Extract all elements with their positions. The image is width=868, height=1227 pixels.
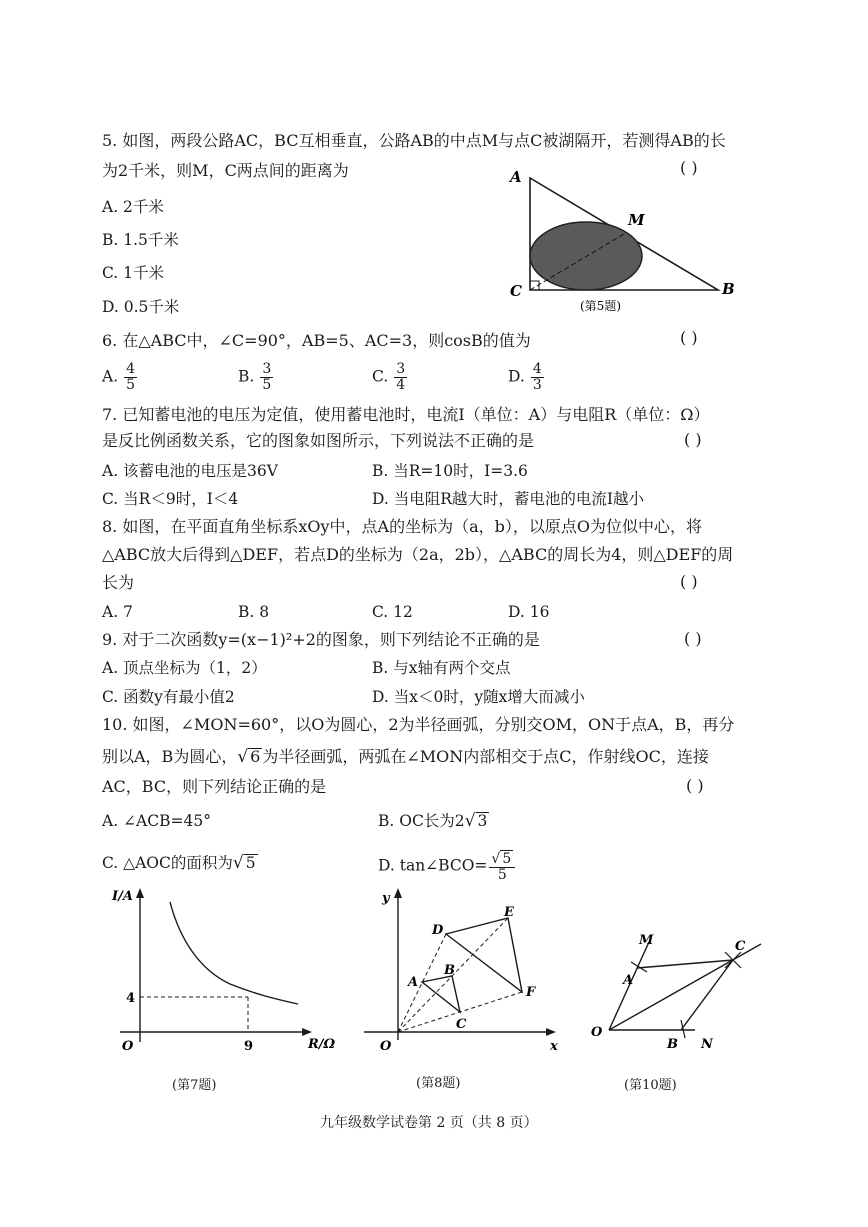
fig10-label-n: N: [701, 1037, 713, 1052]
q5-option-b: B. 1.5千米: [102, 231, 179, 249]
fig10-label-c: C: [735, 939, 746, 954]
q5-label-c: C: [510, 282, 522, 300]
q6-option-c-fraction: [394, 362, 407, 393]
fig10-segment-ac: [637, 960, 733, 968]
q10-stem-line2-a: 别以A，B为圆心，: [102, 747, 238, 766]
q6-option-d-fraction: [531, 362, 544, 393]
fig7-ylabel: I/A: [112, 889, 133, 904]
fig10-graph: [585, 920, 775, 1060]
q10-option-c: C. △AOC的面积为√ 5: [102, 853, 256, 873]
fig8-graph: [360, 880, 570, 1060]
fig10-caption: (第10题): [624, 1078, 677, 1093]
fig8-xlabel: x: [550, 1039, 558, 1054]
q6-answer-paren: ( ): [680, 328, 698, 347]
q5-figure: [500, 160, 760, 320]
fig8-label-f: F: [526, 985, 536, 1000]
q10-option-c-sqrt: 5: [245, 854, 256, 872]
q6-option-a: [102, 362, 137, 393]
page-footer: 九年级数学试卷第 2 页（共 8 页）: [320, 1115, 538, 1131]
q6-option-b: [238, 362, 273, 393]
q9-stem: 9. 对于二次函数y=(x−1)²+2的图象，则下列结论不正确的是: [102, 630, 540, 649]
fraction-numerator: 3: [262, 361, 272, 377]
q10-answer-paren: ( ): [686, 776, 704, 795]
q10-stem-line2: 别以A，B为圆心，√ 6 为半径画弧，两弧在∠MON内部相交于点C，作射线OC，连接: [102, 747, 709, 767]
q10-option-d-sqrt: 5: [502, 851, 512, 867]
q9-answer-paren: ( ): [684, 629, 702, 648]
q5-label-a: A: [510, 168, 522, 186]
q8-option-b: B. 8: [238, 603, 270, 621]
fig8-caption: (第8题): [416, 1076, 461, 1091]
q6-stem: 6. 在△ABC中，∠C=90°，AB=5、AC=3，则cosB的值为: [102, 331, 531, 350]
q10-stem-line1: 10. 如图，∠MON=60°，以O为圆心，2为半径画弧，分别交OM，ON于点A，B，再分: [102, 715, 735, 734]
q10-sqrt-6: 6: [250, 747, 261, 766]
q5-option-c: C. 1千米: [102, 264, 165, 282]
fig8-label-d: D: [432, 923, 444, 938]
q10-stem-line3: AC，BC，则下列结论正确的是: [102, 777, 327, 796]
q7-stem-line1: 7. 已知蓄电池的电压为定值，使用蓄电池时，电流I（单位：A）与电阻R（单位：Ω）: [102, 405, 710, 424]
q10-option-d-text: D. tan∠BCO=: [378, 856, 488, 875]
q5-label-m: M: [628, 211, 645, 229]
fraction-numerator: 4: [126, 361, 136, 377]
fig7-x-arrow: [302, 1028, 312, 1036]
fig8-origin: O: [380, 1039, 392, 1054]
fig8-label-b: B: [444, 963, 455, 978]
q7-answer-paren: ( ): [684, 430, 702, 449]
q5-answer-paren: ( ): [680, 158, 698, 177]
q8-option-d: D. 16: [508, 603, 550, 621]
fig10-label-b: B: [667, 1037, 678, 1052]
q8-option-c: C. 12: [372, 603, 413, 621]
q7-option-d: D. 当电阻R越大时，蓄电池的电流I越小: [372, 490, 645, 508]
fig7-caption: (第7题): [172, 1078, 217, 1093]
q5-option-a: A. 2千米: [102, 198, 164, 216]
fig7-ytick: 4: [126, 991, 136, 1006]
q10-option-c-text: C. △AOC的面积为: [102, 854, 233, 872]
fig8-label-c: C: [456, 1017, 467, 1032]
q10-option-d: [378, 850, 515, 883]
q6-option-c: [372, 362, 407, 393]
q10-option-a: A. ∠ACB=45°: [102, 812, 211, 830]
fig10-label-m: M: [639, 933, 654, 948]
q10-option-b-text: B. OC长为2: [378, 812, 465, 830]
fraction-denominator: 4: [396, 377, 406, 393]
q6-option-c-letter: C.: [372, 367, 389, 386]
q6-option-d-letter: D.: [508, 367, 525, 386]
fig8-ray-od: [398, 934, 446, 1032]
q6-option-d: [508, 362, 544, 393]
q7-option-a: A. 该蓄电池的电压是36V: [102, 462, 278, 480]
q10-option-b-sqrt: 3: [477, 812, 488, 830]
fig7-origin: O: [122, 1039, 134, 1054]
q5-stem-line1: 5. 如图，两段公路AC，BC互相垂直，公路AB的中点M与点C被湖隔开，若测得AB的长: [102, 131, 726, 150]
fig8-ylabel: y: [382, 891, 390, 906]
fraction-denominator: 5: [126, 377, 136, 393]
q9-option-c: C. 函数y有最小值2: [102, 688, 235, 706]
q10-option-d-fraction: [489, 850, 515, 883]
q9-option-b: B. 与x轴有两个交点: [372, 659, 511, 677]
q8-option-a: A. 7: [102, 603, 133, 621]
q5-caption: (第5题): [580, 299, 621, 313]
fraction-denominator: 5: [262, 377, 272, 393]
q6-option-a-letter: A.: [102, 367, 119, 386]
fig10-label-o: O: [591, 1025, 603, 1040]
q5-option-d: D. 0.5千米: [102, 298, 180, 316]
q9-option-d: D. 当x＜0时，y随x增大而减小: [372, 688, 585, 706]
q8-answer-paren: ( ): [680, 572, 698, 591]
fraction-denominator: 5: [497, 867, 507, 883]
q7-option-c: C. 当R＜9时，I＜4: [102, 490, 239, 508]
q7-option-b: B. 当R=10时，I=3.6: [372, 462, 528, 480]
fig10-label-a: A: [623, 973, 634, 988]
q8-stem-line3: 长为: [102, 573, 135, 592]
q8-stem-line1: 8. 如图，在平面直角坐标系xOy中，点A的坐标为（a，b），以原点O为位似中心，将: [102, 517, 702, 536]
fraction-numerator: √ 5: [489, 850, 515, 868]
q8-stem-line2: △ABC放大后得到△DEF，若点D的坐标为（2a，2b），△ABC的周长为4，则△DEF的周: [102, 545, 734, 564]
fig7-y-arrow: [136, 888, 144, 898]
fig7-xtick: 9: [244, 1039, 254, 1054]
fig8-label-a: A: [408, 975, 419, 990]
q10-option-b: B. OC长为2√ 3: [378, 811, 488, 831]
q7-stem-line2: 是反比例函数关系，它的图象如图所示，下列说法不正确的是: [102, 431, 535, 450]
q6-option-b-letter: B.: [238, 367, 255, 386]
q6-option-a-fraction: [124, 362, 137, 393]
fraction-numerator: 3: [396, 361, 406, 377]
fig8-label-e: E: [504, 905, 514, 920]
fig8-x-arrow: [546, 1028, 556, 1036]
fig7-graph: [100, 880, 350, 1070]
fig8-triangle-def: [446, 918, 522, 992]
fig8-y-arrow: [394, 888, 402, 898]
q9-option-a: A. 顶点坐标为（1，2）: [102, 659, 267, 677]
fig7-xlabel: R/Ω: [308, 1037, 336, 1052]
fraction-denominator: 3: [532, 377, 542, 393]
q10-stem-line2-b: 为半径画弧，两弧在∠MON内部相交于点C，作射线OC，连接: [262, 747, 709, 766]
fraction-numerator: 4: [532, 361, 542, 377]
q6-option-b-fraction: [260, 362, 273, 393]
fig8-triangle-abc: [422, 976, 460, 1012]
fig7-curve: [170, 902, 298, 1004]
q5-stem-line2: 为2千米，则M，C两点间的距离为: [102, 161, 349, 180]
q5-label-b: B: [722, 280, 735, 298]
fig10-segment-bc: [681, 960, 733, 1030]
